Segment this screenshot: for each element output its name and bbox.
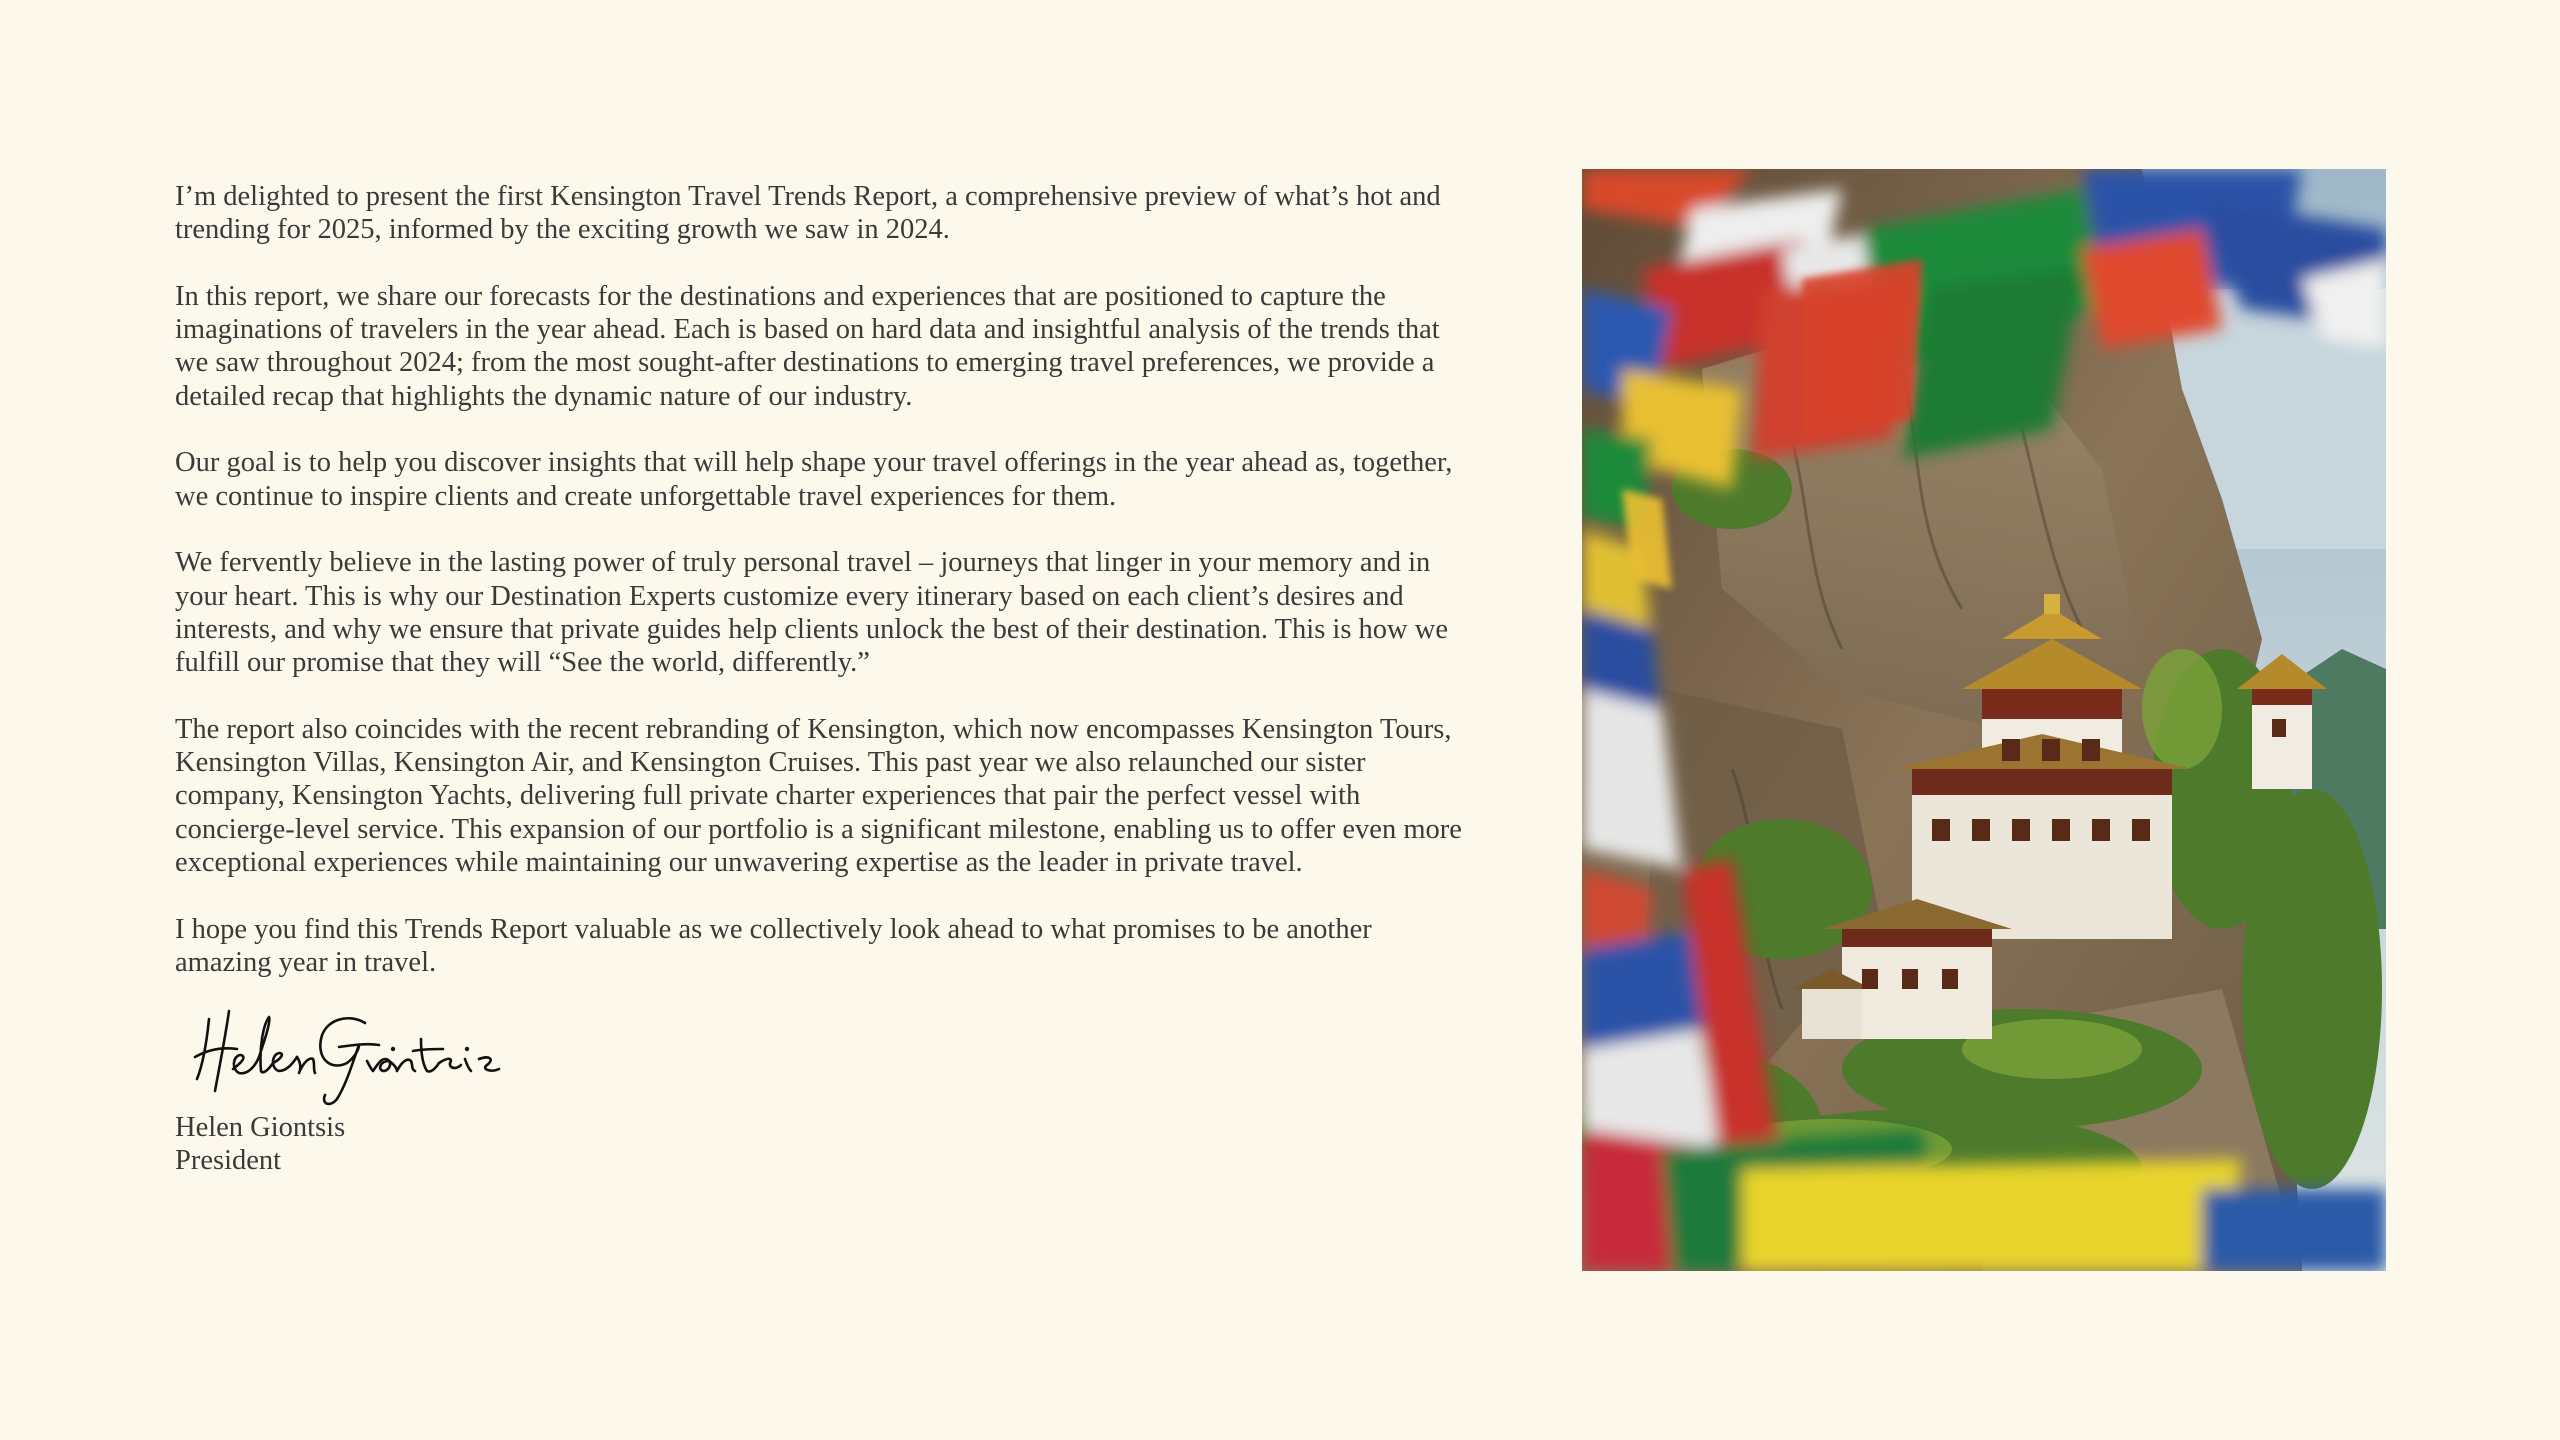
letter-paragraph-4: We fervently believe in the lasting power of truly personal travel – journeys that linger in your memory and in your heart. This is why our Destination Experts customize every itinerary based on each client’s desires and interests, and why we ensure that private guides help clients unlock the best of their destination. This is how we fulfill our promise that they will “See the world, differently.” <box>175 547 1448 679</box>
letter-paragraph-6: I hope you find this Trends Report valuable as we collectively look ahead to what promises to be another amazing year in travel. <box>175 913 1372 978</box>
handwritten-signature <box>189 999 519 1109</box>
letter-paragraph-1: I’m delighted to present the first Kensington Travel Trends Report, a comprehensive preview of what’s hot and trending for 2025, informed by the exciting growth we saw in 2024. <box>175 181 1441 246</box>
letter-paragraph-3: Our goal is to help you discover insights that will help shape your travel offerings in the year ahead as, together, we continue to inspire clients and create unforgettable travel experiences for them. <box>175 447 1453 512</box>
signer-title: President <box>175 1145 282 1177</box>
letter-paragraph-5: The report also coincides with the recent rebranding of Kensington, which now encompasses Kensington Tours, Kensington Villas, Kensington Air, and Kensington Cruises. This past year we also relaunched our sister company, Kensington Yachts, delivering full private charter experiences that pair the perfect vessel with concierge-level service. This expansion of our portfolio is a significant milestone, enabling us to offer even more exceptional experiences while maintaining our unwavering expertise as the leader in private travel. <box>175 713 1462 878</box>
letter-paragraph-2: In this report, we share our forecasts for the destinations and experiences that are positioned to capture the imaginations of travelers in the year ahead. Each is based on hard data and insightful analysis of the trends that we saw throughout 2024; from the most sought-after destinations to emerging travel preferences, we provide a detailed recap that highlights the dynamic nature of our industry. <box>175 280 1440 412</box>
president-letter <box>175 180 1465 1178</box>
signer-name: Helen Giontsis <box>175 1112 346 1144</box>
photo-illustration <box>1582 169 2386 1271</box>
signature-block <box>175 1111 1465 1178</box>
monastery-photo <box>1582 169 2386 1271</box>
